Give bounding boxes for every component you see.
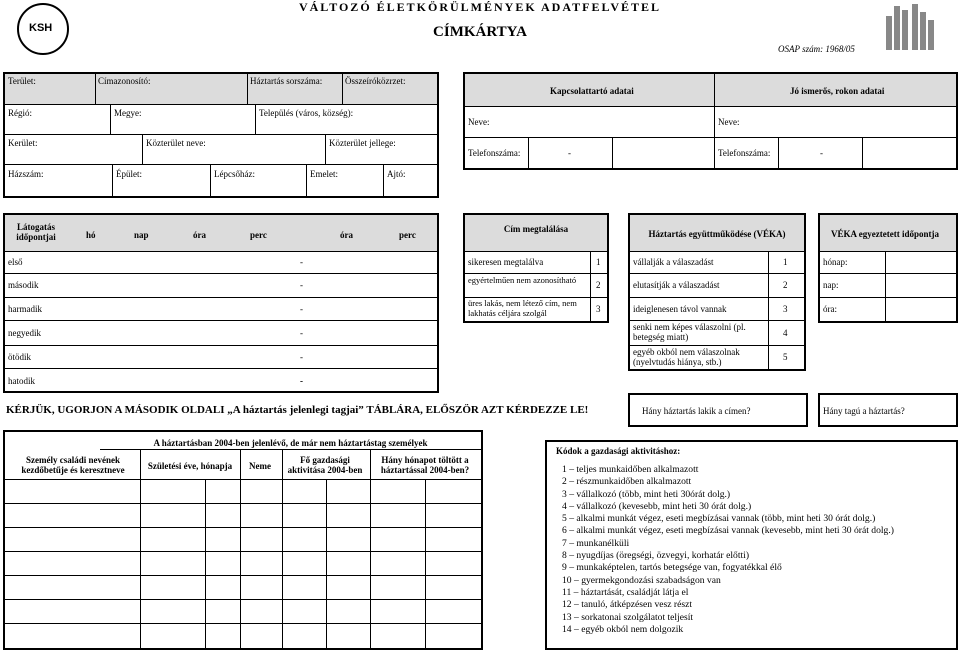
members-line [140,449,141,648]
ksh-logo [17,3,69,55]
hands-icon [880,2,942,52]
kapcsolattarto-telefon-label: Telefonszáma: [468,148,521,158]
address-line [325,134,326,164]
jo-ismeros-telefon-label: Telefonszáma: [718,148,771,158]
veka-code: 2 [783,280,788,290]
label-osszeirokorzet: Összeíróközrzet: [345,76,406,86]
visits-col-perc2: perc [399,230,416,240]
veka-idopont-label: óra: [823,304,837,314]
cim-line [465,251,607,252]
veka-code: 4 [783,328,788,338]
code-item: 9 – munkaképtelen, tartós betegsége van, fogyatékkal élő [562,562,782,574]
address-line [342,74,343,104]
code-item: 11 – háztartását, családját látja el [562,586,689,598]
codes-title: Kódok a gazdasági aktivitáshoz: [556,446,681,456]
label-megye: Megye: [114,108,142,118]
visits-col-ora2: óra [340,230,353,240]
cim-header: Cím megtalálása [503,224,569,234]
veka-line [630,320,804,321]
ksh-logo-text: KSH [29,22,53,34]
visit-row-label: negyedik [8,328,41,338]
members-row-line [5,623,481,624]
instruction-text: KÉRJÜK, UGORJON A MÁSODIK OLDALI „A háztartás jelenlegi tagjai” TÁBLÁRA, ELŐSZÖR AZT KÉRDEZZE LE! [6,404,589,416]
visit-row-label: első [8,257,23,267]
code-item: 5 – alkalmi munkát végez, eseti megbízásai vannak (több, mint heti 30 órát dolg.) [562,513,876,525]
visit-row-label: hatodik [8,376,35,386]
contact-line [465,137,956,138]
code-item: 4 – vállalkozó (kevesebb, mint heti 30 órát dolg.) [562,500,752,512]
members-line [5,479,481,480]
veka-option: ideiglenesen távol vannak [633,304,727,314]
label-epulet: Épület: [116,169,142,179]
code-item: 14 – egyéb okból nem dolgozik [562,623,684,635]
cim-line [465,273,607,274]
label-kozterulet-jellege: Közterület jellege: [329,138,396,148]
veka-line [768,251,769,369]
address-line [306,164,307,196]
visit-dash: - [300,328,303,338]
label-ajto: Ajtó: [387,169,406,179]
members-row-line [5,575,481,576]
label-kerulet: Kerület: [8,138,38,148]
cim-option: üres lakás, nem létező cím, nem lakhatás céljára szolgál [468,298,577,318]
members-row-line [5,599,481,600]
visits-line [5,320,437,321]
cim-line [590,251,591,321]
visit-dash: - [300,352,303,362]
hany-tagu-label: Hány tagú a háztartás? [823,406,905,416]
code-item: 3 – vállalkozó (több, mint heti 30órát dolg.) [562,488,731,500]
contact-line [612,137,613,168]
label-terulet: Terület: [8,76,36,86]
veka-idopont-line [820,251,956,252]
veka-option: senki nem képes válaszolni (pl. betegség miatt) [633,322,746,342]
cim-option: sikeresen megtalálva [468,257,544,267]
veka-option: egyéb okból nem válaszolnak (nyelvtudás hiánya, stb.) [633,347,740,367]
cim-option: egyértelműen nem azonosítható [468,275,577,285]
veka-line [630,345,804,346]
address-line [5,104,437,105]
label-telepules: Település (város, község): [259,108,354,118]
visit-row-label: harmadik [8,304,42,314]
veka-code: 1 [783,257,788,267]
label-kozterulet-neve: Közterület neve: [146,138,206,148]
visits-line [5,273,437,274]
veka-idopont-line [885,251,886,321]
visit-row-label: ötödik [8,352,32,362]
address-line [255,104,256,134]
members-line [370,449,371,648]
label-emelet: Emelet: [310,169,338,179]
veka-code: 3 [783,304,788,314]
veka-idopont-header: VÉKA egyeztetett időpontja [831,229,939,239]
members-line [240,449,241,648]
address-line [110,104,111,134]
veka-idopont-label: hónap: [823,257,848,267]
visit-dash: - [300,257,303,267]
members-col-activity: Fő gazdasági aktivitása 2004-ben [287,455,363,475]
jo-ismeros-header: Jó ismerős, rokon adatai [790,86,885,96]
hany-haztartas-label: Hány háztartás lakik a címen? [642,406,751,416]
veka-code: 5 [783,352,788,362]
veka-option: elutasítják a válaszadást [633,280,720,290]
address-line [112,164,113,196]
contact-line [714,74,715,168]
label-regio: Régió: [8,108,32,118]
members-row-line [5,503,481,504]
telefon-dash: - [820,148,823,158]
code-item: 2 – részmunkaidőben alkalmazott [562,476,692,488]
visits-col-perc: perc [250,230,267,240]
label-cimazonosito: Címazonosító: [98,76,151,86]
members-col-sex: Neme [249,461,271,471]
cim-code: 1 [596,257,601,267]
kapcsolattarto-neve-label: Neve: [468,117,490,127]
visits-line [5,368,437,369]
osap-number: OSAP szám: 1968/05 [778,44,855,54]
visits-col-ho: hó [86,230,96,240]
contact-line [465,106,956,107]
visits-col-ora: óra [193,230,206,240]
page-title: CÍMKÁRTYA [433,24,527,40]
cim-code: 2 [596,280,601,290]
code-item: 12 – tanuló, átképzésen vesz részt [562,599,692,611]
address-line [5,164,437,165]
veka-header: Háztartás együttműködése (VÉKA) [648,229,786,239]
members-title: A háztartásban 2004-ben jelenlévő, de már nem háztartástag személyek [153,438,428,448]
label-haztartas-sorszama: Háztartás sorszáma: [250,76,323,86]
visit-row-label: második [8,280,39,290]
visit-dash: - [300,376,303,386]
visits-col-nap: nap [134,230,149,240]
address-line [383,164,384,196]
contact-line [862,137,863,168]
code-item: 13 – sorkatonai szolgálatot teljesít [562,611,694,623]
header-subtitle: VÁLTOZÓ ÉLETKÖRÜLMÉNYEK ADATFELVÉTEL [298,0,662,14]
cim-code: 3 [596,304,601,314]
contact-line [778,137,779,168]
code-item: 10 – gyermekgondozási szabadságon van [562,574,721,586]
visits-header-label: Látogatás időpontjai [16,222,56,242]
code-item: 1 – teljes munkaidőben alkalmazott [562,464,699,475]
members-row-line [5,551,481,552]
address-line [95,74,96,104]
members-col-months: Hány hónapot töltött a háztartással 2004-ben? [380,455,470,475]
members-line [100,449,481,450]
code-item: 8 – nyugdíjas (öregségi, özvegyi, korhatár előtti) [562,550,750,562]
members-col-born: Születési éve, hónapja [147,461,233,471]
veka-line [630,251,804,252]
address-line [142,134,143,164]
visits-header-bg [5,215,437,251]
members-col-name: Személy családi nevének kezdőbetűje és keresztneve [21,455,125,475]
visits-line [5,297,437,298]
members-row-line [5,527,481,528]
veka-line [630,273,804,274]
address-line [5,134,437,135]
label-lepcsohaz: Lépcsőház: [214,169,255,179]
veka-line [630,297,804,298]
contact-line [528,137,529,168]
veka-idopont-line [820,297,956,298]
visit-dash: - [300,304,303,314]
code-item: 7 – munkanélküli [562,537,630,549]
label-hazszam: Házszám: [8,169,44,179]
visits-line [5,345,437,346]
address-line [247,74,248,104]
telefon-dash: - [568,148,571,158]
code-item: 6 – alkalmi munkát végez, eseti megbízásai vannak (kevesebb, mint heti 30 órát dolg.) [562,525,894,537]
codes-list [562,464,894,636]
veka-idopont-line [820,273,956,274]
visits-line [5,251,437,252]
jo-ismeros-neve-label: Neve: [718,117,740,127]
kapcsolattarto-header: Kapcsolattartó adatai [550,86,634,96]
members-line [282,449,283,648]
visit-dash: - [300,280,303,290]
veka-option: vállalják a válaszadást [633,257,714,267]
address-line [210,164,211,196]
veka-idopont-label: nap: [823,280,839,290]
